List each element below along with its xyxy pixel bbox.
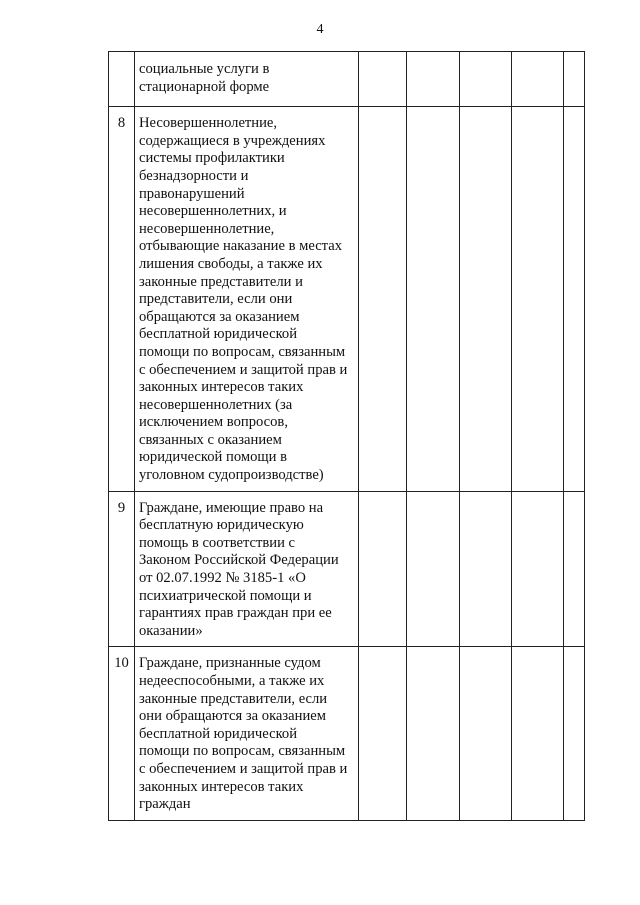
empty-cell [407, 491, 460, 647]
empty-cell [407, 647, 460, 820]
empty-cell [359, 647, 407, 820]
empty-cell [564, 491, 585, 647]
row-number-cell [109, 52, 135, 107]
empty-cell [564, 107, 585, 491]
page-number: 4 [316, 22, 324, 37]
empty-cell [512, 52, 564, 107]
empty-cell [460, 491, 512, 647]
empty-cell [460, 52, 512, 107]
table-row [109, 491, 585, 647]
category-cell: Несовершеннолетние, содержащиеся в учреждениях системы профилактики безнадзорности и правонарушений несовершеннолетних, и несовершеннолетние, отбывающие наказание в местах лишения свободы, а также их законные представители и представители, если они обращаются за оказанием бесплатной юридической помощи по вопросам, связанным с обеспечением и защитой прав и законных интересов таких несовершеннолетних (за исключением вопросов, связанных с оказанием юридической помощи в уголовном судопроизводстве) [135, 107, 359, 491]
empty-cell [564, 52, 585, 107]
data-table [108, 51, 585, 821]
empty-cell [512, 491, 564, 647]
empty-cell [460, 107, 512, 491]
table-row [109, 107, 585, 491]
row-number-cell: 10 [109, 647, 135, 820]
empty-cell [359, 107, 407, 491]
category-cell: социальные услуги в стационарной форме [135, 52, 359, 107]
empty-cell [460, 647, 512, 820]
empty-cell [407, 52, 460, 107]
empty-cell [512, 107, 564, 491]
category-cell: Граждане, признанные судом недееспособными, а также их законные представители, если они обращаются за оказанием бесплатной юридической помощи по вопросам, связанным с обеспечением и защитой прав и законных интересов таких граждан [135, 647, 359, 820]
empty-cell [512, 647, 564, 820]
table-row [109, 647, 585, 820]
empty-cell [564, 647, 585, 820]
empty-cell [407, 107, 460, 491]
row-number-cell: 8 [109, 107, 135, 491]
empty-cell [359, 491, 407, 647]
empty-cell [359, 52, 407, 107]
category-cell: Граждане, имеющие право на бесплатную юридическую помощь в соответствии с Законом Российской Федерации от 02.07.1992 № 3185-1 «О психиатрической помощи и гарантиях прав граждан при ее оказании» [135, 491, 359, 647]
row-number-cell: 9 [109, 491, 135, 647]
table-row [109, 52, 585, 107]
